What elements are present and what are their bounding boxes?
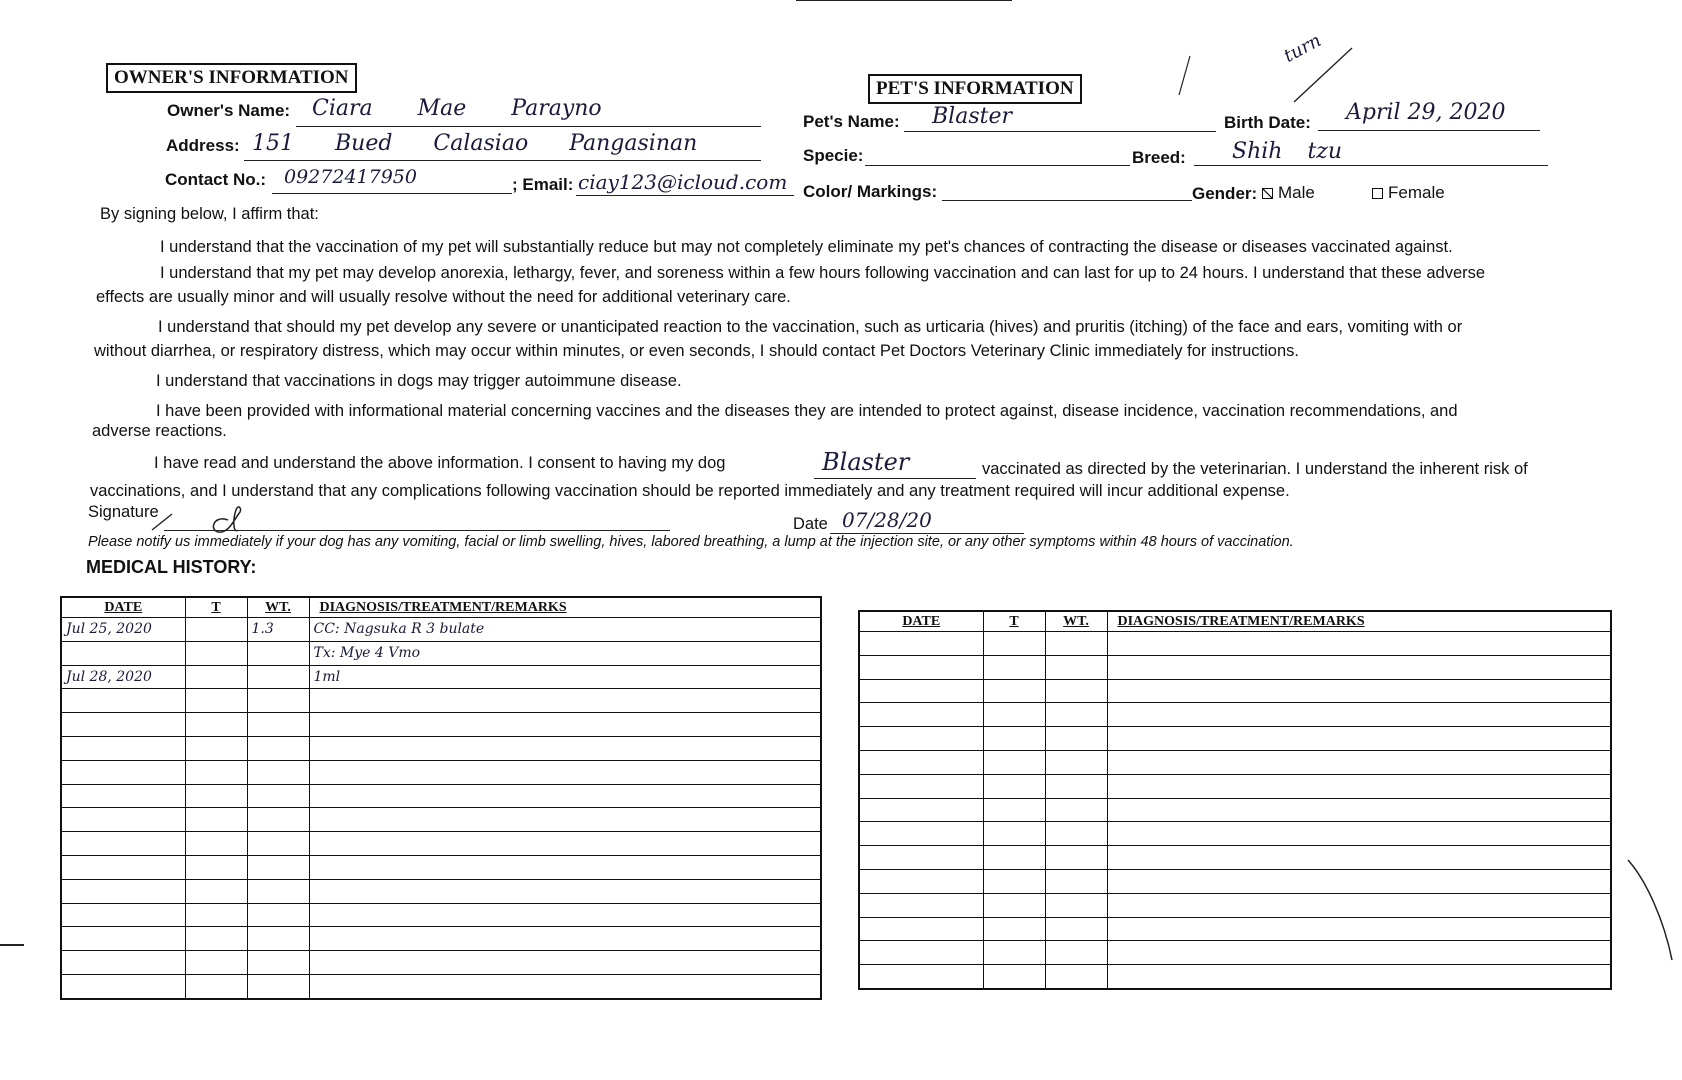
medical-history-table-left [60, 596, 822, 1000]
consent-p2-line1: I understand that my pet may develop anorexia, lethargy, fever, and soreness within a few hours following vaccination and can last for up to 24 hours. I understand that these adverse [160, 264, 1486, 282]
consent-p4: I understand that vaccinations in dogs may trigger autoimmune disease. [156, 372, 682, 390]
table-row [859, 822, 1611, 846]
consent-p5-line2: adverse reactions. [92, 422, 227, 440]
checkbox-male-icon [1262, 188, 1273, 199]
table-row [859, 750, 1611, 774]
pet-name-line [904, 131, 1216, 132]
consent-p6-post: vaccinated as directed by the veterinarian. I understand the inherent risk of [982, 460, 1528, 478]
col-weight-header: WT. [247, 597, 309, 618]
owner-name-line [296, 126, 761, 127]
entry-remarks: CC: Nagsuka R 3 bulate [309, 618, 821, 642]
gender-female-text: Female [1388, 183, 1445, 202]
address-label: Address: [166, 136, 240, 155]
consent-p3-line1: I understand that should my pet develop any severe or unanticipated reaction to the vaccination, such as urticaria (hives) and pruritis (itching) of the face and ears, vomiting with or [158, 318, 1463, 336]
entry-weight [247, 641, 309, 665]
owner-name-label: Owner's Name: [167, 101, 291, 120]
consent-p6-pre: I have read and understand the above information. I consent to having my dog [154, 454, 726, 472]
consent-p5-line1: I have been provided with informational material concerning vaccines and the diseases they are intended to protect against, disease incidence, vaccination recommendations, and [156, 402, 1458, 420]
gender-male-text: Male [1278, 183, 1315, 202]
pet-section-title: PET'S INFORMATION [868, 74, 1082, 104]
birth-date-label: Birth Date: [1224, 113, 1311, 132]
entry-temp [185, 618, 247, 642]
contact-line [272, 193, 512, 194]
gender-female-option[interactable] [1372, 183, 1445, 203]
col-temp-header: T [185, 597, 247, 618]
table-row [61, 618, 821, 642]
table-row [859, 965, 1611, 989]
table-row [859, 893, 1611, 917]
date-value: 07/28/20 [842, 508, 932, 532]
table-row [859, 798, 1611, 822]
signature-label: Signature [88, 503, 159, 521]
table-header-row [61, 597, 821, 618]
margin-pen-stroke [1170, 40, 1360, 110]
col-date-header: DATE [61, 597, 185, 618]
table-row [61, 760, 821, 784]
left-edge-mark [0, 944, 24, 946]
medical-history-table-right [858, 610, 1612, 990]
table-row [61, 974, 821, 998]
breed-value: Shih tzu [1232, 139, 1343, 164]
table-row [61, 879, 821, 903]
table-row [61, 951, 821, 975]
address-value: 151 Bued Calasiao Pangasinan [252, 131, 698, 156]
margin-note: turn [1280, 30, 1325, 67]
entry-remarks: Tx: Mye 4 Vmo [309, 641, 821, 665]
col-weight-header: WT. [1045, 611, 1107, 632]
col-remarks-header: DIAGNOSIS/TREATMENT/REMARKS [1107, 611, 1611, 632]
consent-p2-line2: effects are usually minor and will usually resolve without the need for additional veterinary care. [96, 288, 791, 306]
edge-scan-mark [1620, 850, 1680, 970]
owner-name-value: Ciara Mae Parayno [312, 96, 602, 121]
specie-label: Specie: [803, 146, 864, 165]
consent-intro: By signing below, I affirm that: [100, 205, 319, 223]
specie-line [865, 165, 1130, 166]
email-value: ciay123@icloud.com [578, 170, 788, 194]
owner-section-title: OWNER'S INFORMATION [106, 63, 357, 93]
entry-date: Jul 25, 2020 [61, 618, 185, 642]
checkbox-female-icon [1372, 188, 1383, 199]
table-row [61, 832, 821, 856]
email-line [576, 195, 794, 196]
table-row [859, 655, 1611, 679]
notice-text: Please notify us immediately if your dog has any vomiting, facial or limb swelling, hives, labored breathing, a lump at the injection site, or any other symptoms within 48 hours of vaccination. [88, 534, 1294, 550]
col-temp-header: T [983, 611, 1045, 632]
entry-temp [185, 641, 247, 665]
table-row [61, 736, 821, 760]
table-row [61, 903, 821, 927]
col-date-header: DATE [859, 611, 983, 632]
table-row [859, 679, 1611, 703]
table-row [859, 869, 1611, 893]
entry-date [61, 641, 185, 665]
table-row [859, 727, 1611, 751]
consent-p6-line2: vaccinations, and I understand that any complications following vaccination should be reported immediately and any treatment required will incur additional expense. [90, 482, 1290, 500]
entry-remarks: 1ml [309, 665, 821, 689]
date-label: Date [793, 515, 828, 533]
entry-temp [185, 665, 247, 689]
breed-line [1194, 165, 1548, 166]
birth-date-line [1318, 130, 1540, 131]
table-row [61, 713, 821, 737]
pet-name-value: Blaster [932, 104, 1012, 129]
table-row [61, 689, 821, 713]
col-remarks-header: DIAGNOSIS/TREATMENT/REMARKS [309, 597, 821, 618]
breed-label: Breed: [1132, 148, 1186, 167]
table-row [859, 846, 1611, 870]
contact-label: Contact No.: [165, 170, 267, 189]
color-markings-label: Color/ Markings: [803, 182, 938, 201]
color-markings-line [942, 200, 1192, 201]
table-row [61, 641, 821, 665]
email-label: ; Email: [512, 175, 574, 194]
table-row [61, 784, 821, 808]
address-line [244, 160, 761, 161]
contact-value: 09272417950 [284, 166, 417, 188]
table-row [859, 941, 1611, 965]
birth-date-value: April 29, 2020 [1346, 100, 1506, 125]
dog-name-line [814, 478, 976, 479]
entry-date: Jul 28, 2020 [61, 665, 185, 689]
consent-p3-line2: without diarrhea, or respiratory distress, which may occur within minutes, or even seconds, I should contact Pet Doctors Veterinary Clinic immediately for instructions. [94, 342, 1299, 360]
table-row [61, 927, 821, 951]
gender-male-option[interactable] [1262, 183, 1315, 203]
table-row [61, 665, 821, 689]
table-header-row [859, 611, 1611, 632]
table-row [61, 855, 821, 879]
table-row [859, 917, 1611, 941]
entry-weight [247, 665, 309, 689]
entry-weight: 1.3 [247, 618, 309, 642]
consent-p1: I understand that the vaccination of my pet will substantially reduce but may not completely eliminate my pet's chances of contracting the disease or diseases vaccinated against. [160, 238, 1453, 256]
pet-name-label: Pet's Name: [803, 112, 900, 131]
table-row [859, 774, 1611, 798]
medical-history-title: MEDICAL HISTORY: [86, 557, 257, 577]
dog-name-value: Blaster [822, 448, 910, 476]
gender-label: Gender: [1192, 184, 1258, 203]
table-row [859, 632, 1611, 656]
table-row [61, 808, 821, 832]
table-row [859, 703, 1611, 727]
top-scan-line [796, 0, 1012, 1]
